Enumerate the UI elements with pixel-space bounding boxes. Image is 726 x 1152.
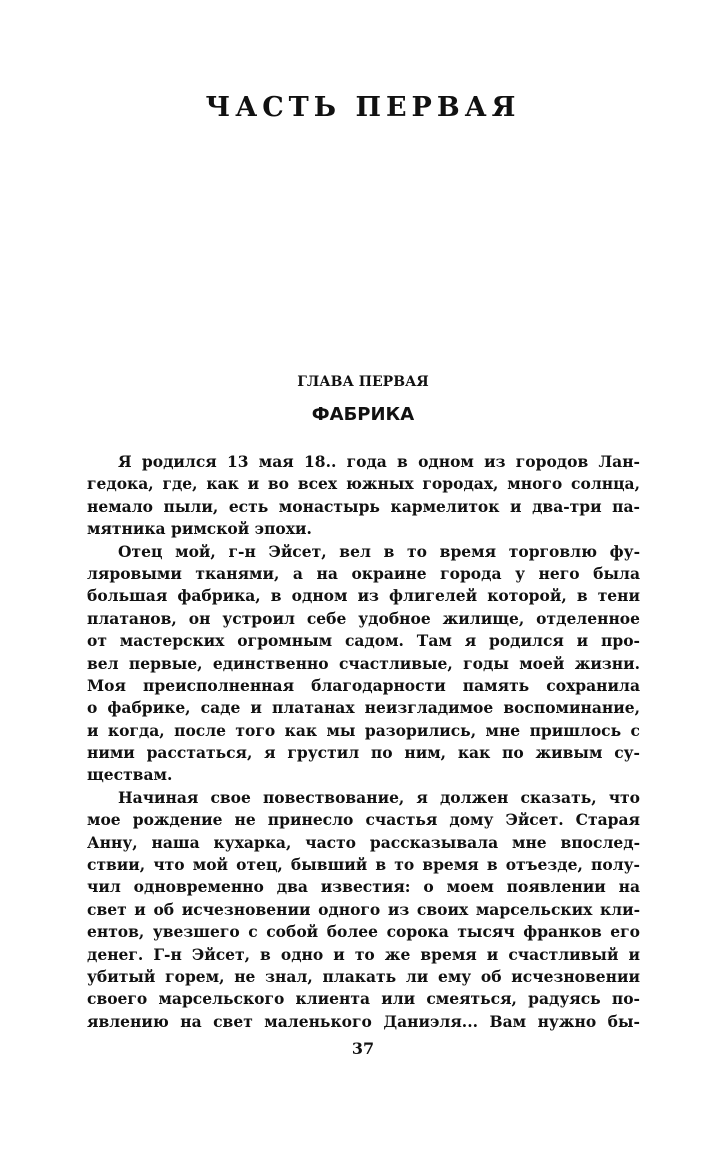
text-line: ствии, что мой отец, бывший в то время в отъезде, полу-: [87, 855, 640, 875]
text-line: Отец мой, г-н Эйсет, вел в то время торговлю фу-: [118, 541, 640, 561]
text-line: своего марсельского клиента или смеяться, радуясь по-: [87, 989, 640, 1009]
chapter-label: ГЛАВА ПЕРВАЯ: [297, 374, 429, 390]
text-line: убитый горем, не знал, плакать ли ему об исчезновении: [87, 966, 640, 986]
text-line: Начиная свое повествование, я должен сказать, что: [118, 787, 640, 807]
text-line: ентов, увезшего с собой более сорока тысяч франков его: [87, 922, 640, 942]
body-text: [87, 451, 640, 1033]
text-line: ляровыми тканями, а на окраине города у него была: [87, 563, 640, 583]
page-number: 37: [351, 1039, 375, 1058]
text-line: и когда, после того как мы разорились, мне пришлось с: [87, 720, 640, 740]
part-title: ЧАСТЬ ПЕРВАЯ: [205, 92, 521, 123]
text-line: немало пыли, есть монастырь кармелиток и два-три па-: [87, 496, 640, 516]
text-line: денег. Г-н Эйсет, в одно и то же время и счастливый и: [87, 944, 640, 964]
text-line: мятника римской эпохи.: [87, 519, 312, 539]
text-line: явлению на свет маленького Даниэля... Вам нужно бы-: [87, 1011, 640, 1031]
text-line: большая фабрика, в одном из флигелей которой, в тени: [87, 586, 640, 606]
text-line: Моя преисполненная благодарности память сохранила: [87, 675, 640, 695]
text-line: платанов, он устроил себе удобное жилище, отделенное: [87, 608, 640, 628]
text-line: гедока, где, как и во всех южных городах, много солнца,: [87, 474, 640, 494]
text-line: от мастерских огромным садом. Там я родился и про-: [87, 631, 640, 651]
text-line: Анну, наша кухарка, часто рассказывала мне впослед-: [87, 832, 640, 852]
text-line: ними расстаться, я грустил по ним, как по живым су-: [87, 743, 640, 763]
text-line: свет и об исчезновении одного из своих марсельских кли-: [87, 899, 640, 919]
text-line: Я родился 13 мая 18.. года в одном из городов Лан-: [118, 452, 640, 471]
chapter-title: ФАБРИКА: [311, 404, 415, 425]
text-line: мое рождение не принесло счастья дому Эйсет. Старая: [87, 810, 640, 830]
text-line: о фабрике, саде и платанах неизгладимое воспоминание,: [87, 698, 640, 718]
text-line: вел первые, единственно счастливые, годы моей жизни.: [87, 653, 640, 673]
text-line: ществам.: [87, 765, 173, 785]
text-line: чил одновременно два известия: о моем появлении на: [87, 877, 640, 897]
